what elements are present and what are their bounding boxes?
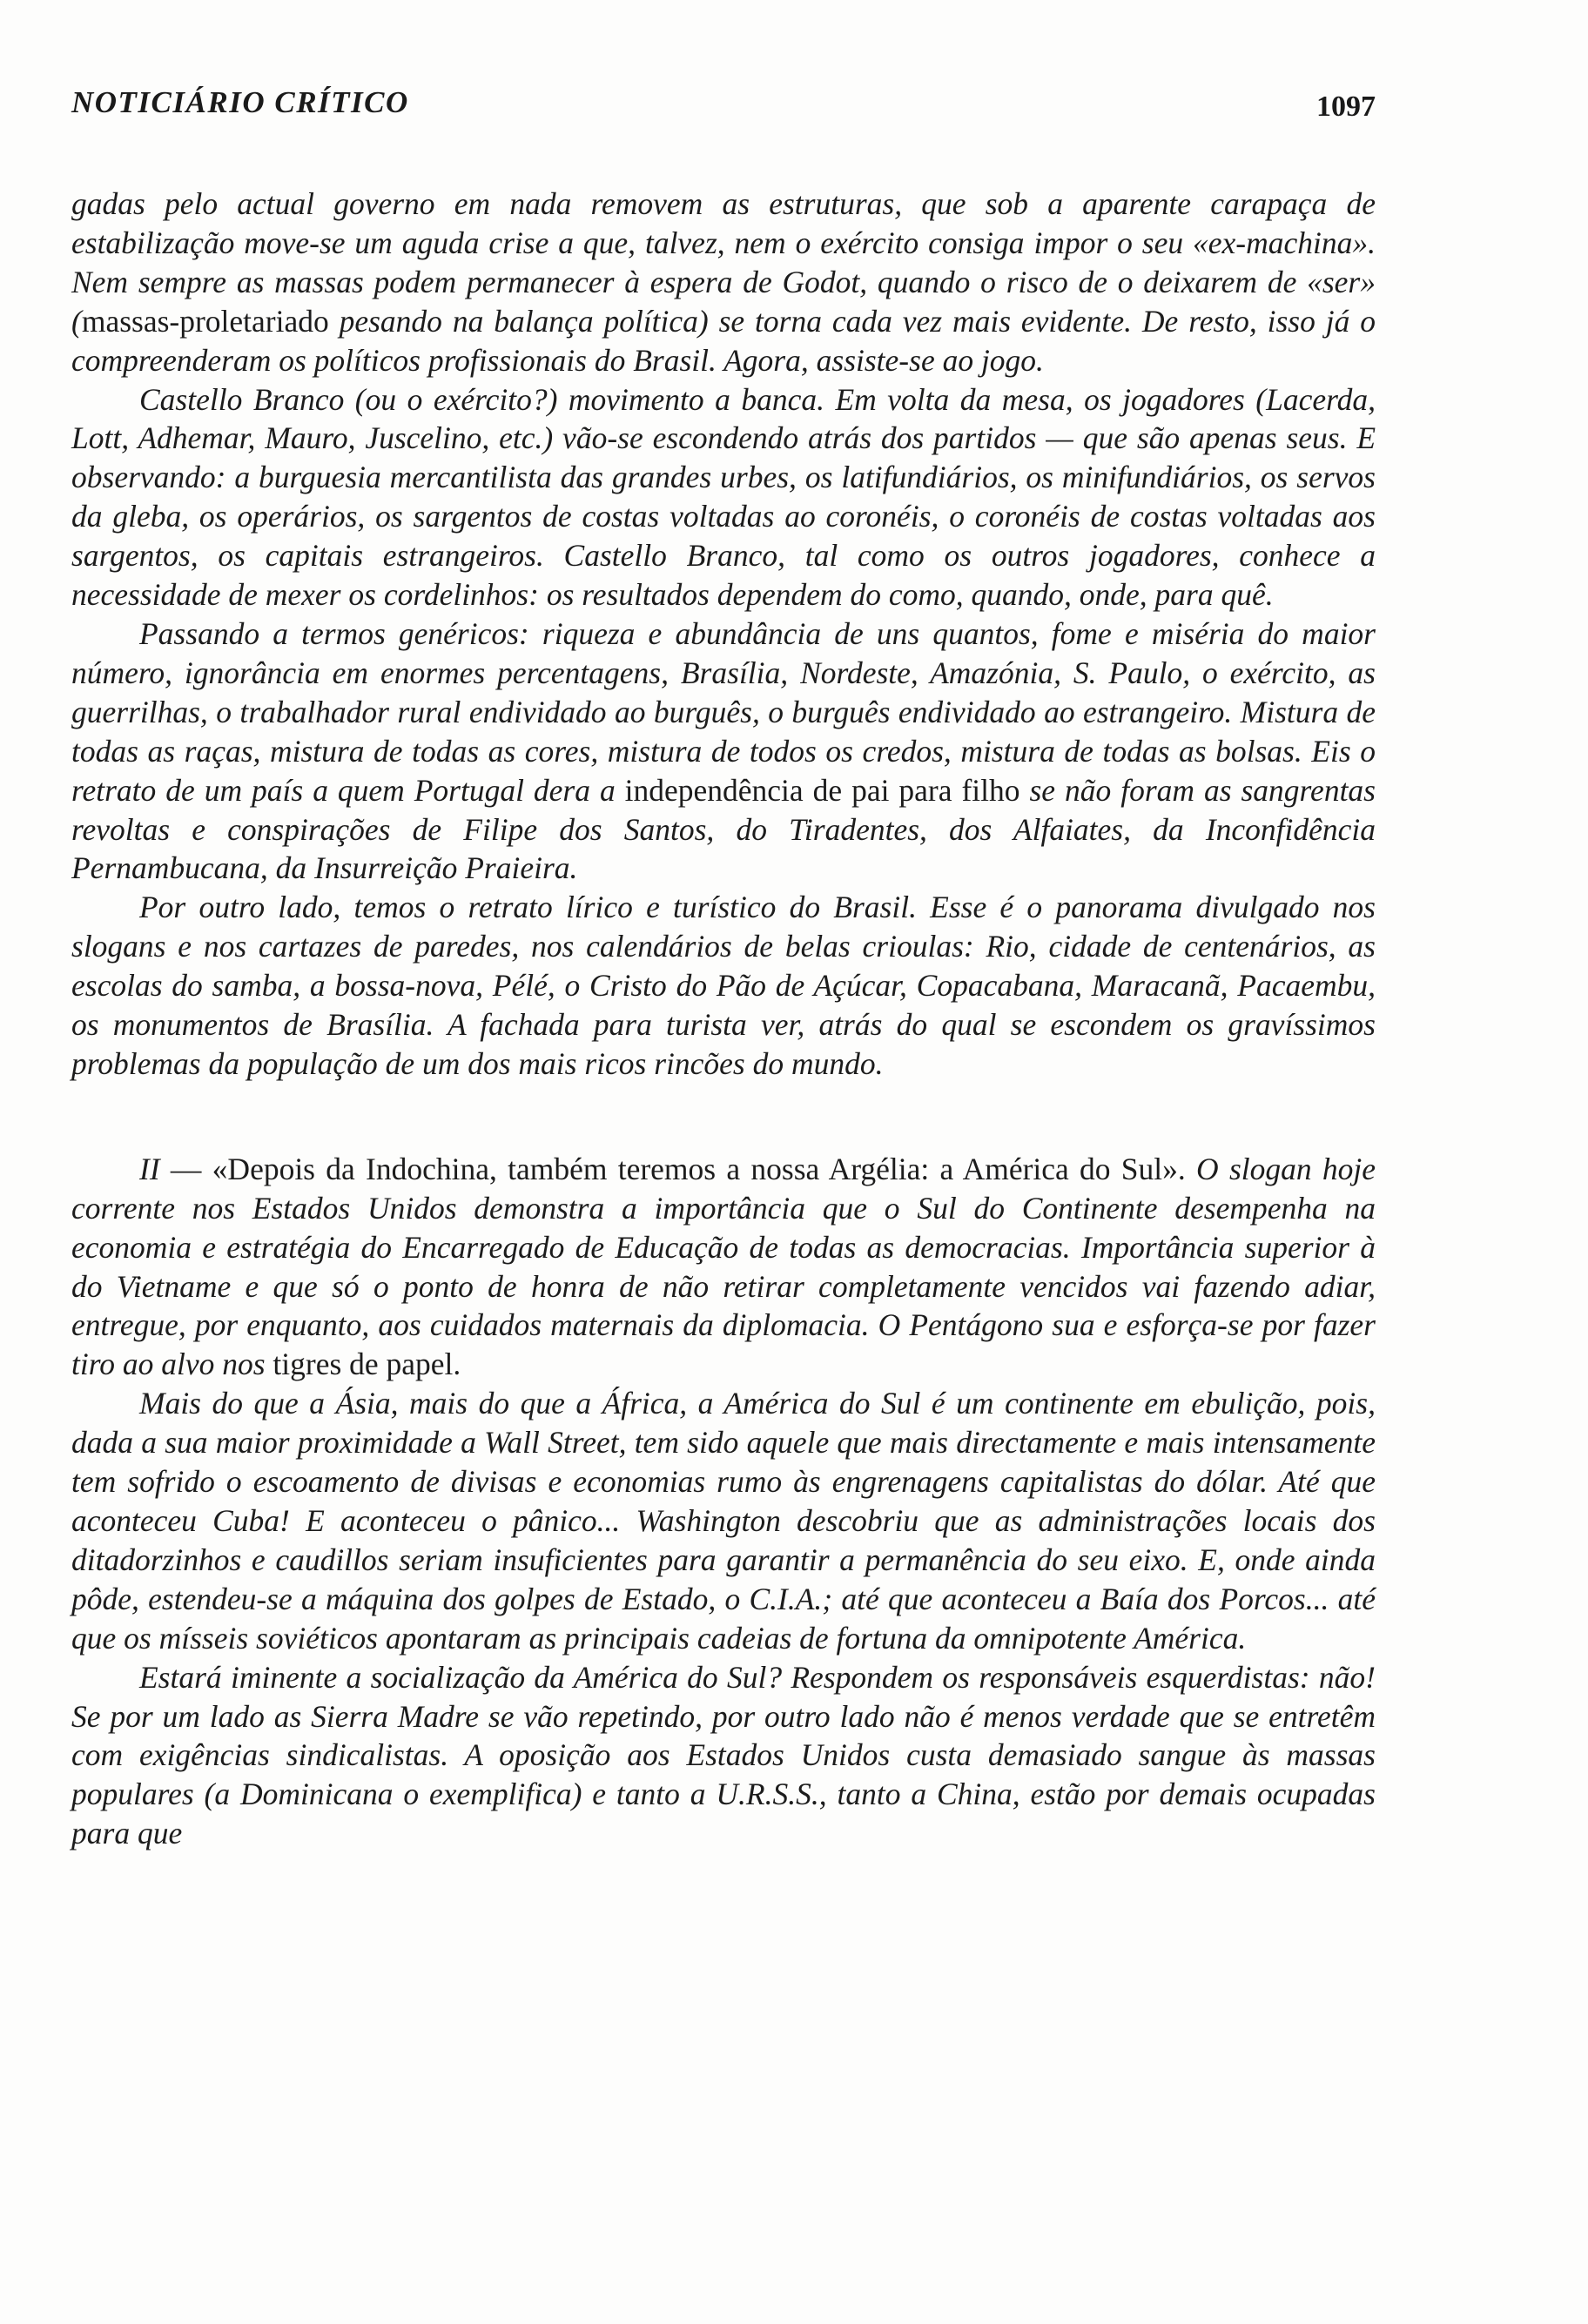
paragraph: Mais do que a Ásia, mais do que a África, a América do Sul é um continente em ebulição, pois, dada a sua maior proximidade a Wall Street, tem sido aquele que mais directamente e mais intensamente tem sofrido o escoamento de divisas e economias rumo às engrenagens capitalistas do dólar. Até que aconteceu Cuba! E aconteceu o pânico... Washington descobriu que as administrações locais dos ditadorzinhos e caudillos seriam insuficientes para garantir a permanência do seu eixo. E, onde ainda pôde, estendeu-se a máquina dos golpes de Estado, o C.I.A.; até que aconteceu a Baía dos Porcos... até que os mísseis soviéticos apontaram as principais cadeias de fortuna da omnipotente América. (71, 1386, 1376, 1656)
section-numeral: II (139, 1151, 160, 1186)
paragraph: Estará iminente a socialização da América do Sul? Respondem os responsáveis esquerdistas: não! Se por um lado as Sierra Madre se vão repetindo, por outro lado não é menos verdade que se entretêm com exigências sindicalistas. A oposição aos Estados Unidos custa demasiado sangue às massas populares (a Dominicana o exemplifica) e tanto a U.R.S.S., tanto a China, estão por demais ocupadas para que (71, 1659, 1376, 1851)
page-number: 1097 (1316, 91, 1376, 123)
article-body (71, 185, 1376, 1853)
paragraph: Por outro lado, temos o retrato lírico e turístico do Brasil. Esse é o panorama divulgado nos slogans e nos cartazes de paredes, nos calendários de belas crioulas: Rio, cidade de centenários, as escolas do samba, a bossa-nova, Pélé, o Cristo do Pão de Açúcar, Copacabana, Maracanã, Pacaembu, os monumentos de Brasília. A fachada para turista ver, atrás do qual se escondem os gravíssimos problemas da população de um dos mais ricos rincões do mundo. (71, 890, 1376, 1081)
running-head: NOTICIÁRIO CRÍTICO (71, 85, 409, 119)
text-run: Passando a termos genéricos: riqueza e abundância de uns quantos, fome e miséria do maior número, ignorância em enormes percentagens, Brasília, Nordeste, Amazónia, S. Paulo, o exército, as guerrilhas, o trabalhador rural endividado ao burguês, o burguês endividado ao estrangeiro. Mistura de todas as raças, mistura de todas as cores, mistura de todos os credos, mistura de todas as bolsas. Eis o retrato de um país a quem Portugal dera a (71, 615, 1376, 808)
paragraph: Castello Branco (ou o exército?) movimento a banca. Em volta da mesa, os jogadores (Lacerda, Lott, Adhemar, Mauro, Juscelino, etc.) vão-se escondendo atrás dos partidos — que são apenas seus. E observando: a burguesia mercantilista das grandes urbes, os latifundiários, os minifundiários, os servos da gleba, os operários, os sargentos de costas voltadas ao coronéis, o coronéis de costas voltadas aos sargentos, os capitais estrangeiros. Castello Branco, tal como os outros jogadores, conhece a necessidade de mexer os cordelinhos: os resultados dependem do como, quando, onde, para quê. (71, 381, 1376, 613)
text-run-roman: independência de pai para filho (624, 772, 1020, 808)
text-run: gadas pelo actual governo em nada removem as estruturas, que sob a aparente carapaça de estabilização move-se um aguda crise a que, talvez, nem o exército consiga impor o seu «ex-machina». Nem sempre as massas podem permanecer à espera de Godot, quando o risco de o deixarem de «ser» ( (71, 186, 1376, 339)
section-break (71, 1084, 1376, 1150)
quote-run: — «Depois da Indochina, também teremos a nossa Argélia: a América do Sul». (159, 1151, 1197, 1186)
text-run: se não foram as sangrentas revoltas e conspirações de Filipe dos Santos, do Tiradentes, dos Alfaiates, da Inconfidência Pernambucana, da Insurreição Praieira. (71, 772, 1376, 886)
text-run-roman: massas-proletariado (81, 303, 329, 339)
text-run: O slogan hoje corrente nos Estados Unidos demonstra a importância que o Sul do Continente desempenha na economia e estratégia do Encarregado de Educação de todas as democracias. Importância superior à do Vietname e que só o ponto de honra de não retirar completamente vencidos vai fazendo adiar, entregue, por enquanto, aos cuidados maternais da diplomacia. O Pentágono sua e esforça-se por fazer tiro ao alvo nos (71, 1151, 1376, 1382)
text-run-roman: tigres de papel. (273, 1347, 461, 1382)
section-ii-opening (71, 1150, 1376, 1384)
paragraph-continued (71, 185, 1376, 380)
text-run: pesando na balança política) se torna cada vez mais evidente. De resto, isso já o compreenderam os políticos profissionais do Brasil. Agora, assiste-se ao jogo. (71, 303, 1376, 378)
paragraph (71, 615, 1376, 888)
